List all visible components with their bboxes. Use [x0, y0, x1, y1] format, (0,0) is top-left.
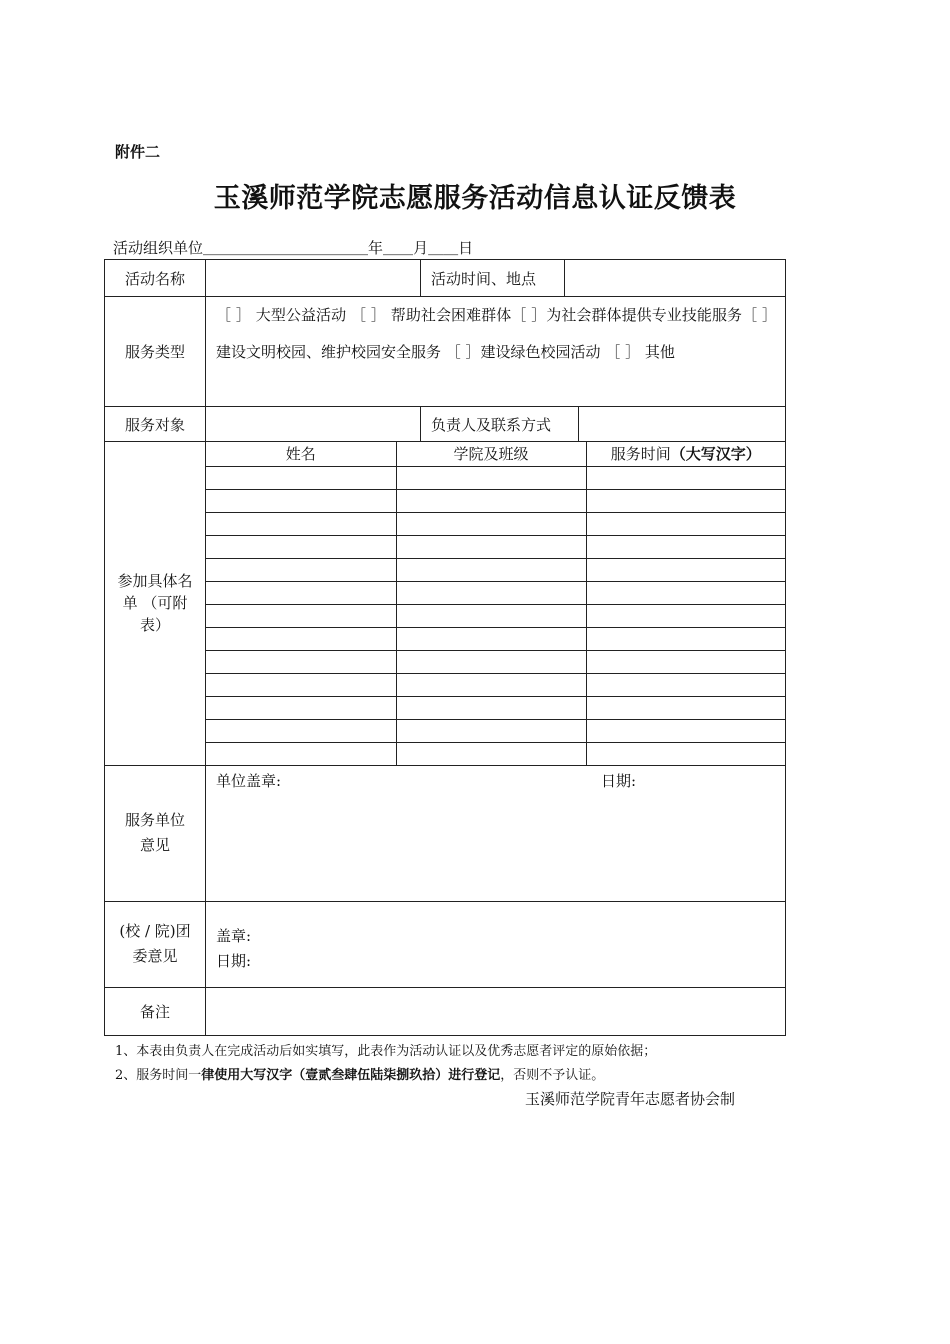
contact-label: 负责人及联系方式: [421, 407, 579, 442]
table-row[interactable]: [206, 512, 396, 535]
league-stamp-label: 盖章:: [216, 926, 252, 945]
day-label: 日: [458, 239, 474, 257]
remarks-field[interactable]: [206, 987, 786, 1035]
note-2: 2、服务时间一律使用大写汉字（壹贰叁肆伍陆柒捌玖拾）进行登记，否则不予认证。: [115, 1068, 605, 1083]
table-row[interactable]: [206, 673, 396, 696]
table-row[interactable]: [206, 558, 396, 581]
year-label: 年: [368, 239, 384, 257]
service-time-column-header: 服务时间（大写汉字）: [586, 442, 785, 466]
league-date-label: 日期:: [216, 951, 252, 970]
org-blank[interactable]: ＿＿＿＿＿＿＿＿＿＿＿: [203, 239, 369, 257]
college-column-header: 学院及班级: [396, 442, 586, 466]
table-row[interactable]: [206, 719, 396, 742]
service-target-label: 服务对象: [105, 407, 206, 442]
name-column-header: 姓名: [206, 442, 396, 466]
page-title: 玉溪师范学院志愿服务活动信息认证反馈表: [213, 183, 737, 214]
attachment-label: 附件二: [115, 143, 161, 161]
table-row[interactable]: [206, 742, 396, 765]
service-type-options[interactable]: ［ ］ 大型公益活动 ［ ］ 帮助社会困难群体［ ］为社会群体提供专业技能服务［ ］ 建设文明校园、维护校园安全服务 ［ ］建设绿色校园活动 ［ ］ 其他: [206, 297, 786, 407]
contact-field[interactable]: [579, 407, 786, 442]
note-1: 1、本表由负责人在完成活动后如实填写，此表作为活动认证以及优秀志愿者评定的原始依据；: [115, 1044, 657, 1059]
org-line: [113, 237, 473, 258]
league-opinion-label: (校 / 院)团委意见: [105, 901, 206, 987]
unit-date-label: 日期:: [601, 771, 637, 790]
table-row[interactable]: [206, 650, 396, 673]
month-label: 月: [413, 239, 429, 257]
table-row[interactable]: [206, 489, 396, 512]
remarks-label: 备注: [105, 987, 206, 1035]
table-row[interactable]: [206, 604, 396, 627]
org-label: 活动组织单位: [113, 239, 204, 257]
unit-stamp-label: 单位盖章:: [216, 771, 282, 790]
activity-name-field[interactable]: [206, 260, 421, 297]
month-blank[interactable]: ＿＿: [383, 239, 414, 257]
activity-time-place-label: 活动时间、地点: [421, 260, 565, 297]
table-row[interactable]: [206, 627, 396, 650]
day-blank[interactable]: ＿＿: [428, 239, 459, 257]
table-row[interactable]: [206, 535, 396, 558]
unit-opinion-label: 服务单位意见: [105, 765, 206, 901]
participants-table-cell: [206, 442, 786, 766]
table-row[interactable]: [206, 581, 396, 604]
activity-name-label: 活动名称: [105, 260, 206, 297]
unit-opinion-field[interactable]: [206, 765, 786, 901]
participants-table: [206, 442, 785, 765]
service-type-label: 服务类型: [105, 297, 206, 407]
league-opinion-field[interactable]: [206, 901, 786, 987]
service-target-field[interactable]: [206, 407, 421, 442]
maker-signature: 玉溪师范学院青年志愿者协会制: [525, 1090, 736, 1108]
feedback-form-table: [104, 259, 786, 1036]
participants-label: 参加具体名单 （可附表）: [105, 442, 206, 766]
table-row[interactable]: [206, 466, 396, 489]
activity-time-place-field[interactable]: [565, 260, 786, 297]
table-row[interactable]: [206, 696, 396, 719]
